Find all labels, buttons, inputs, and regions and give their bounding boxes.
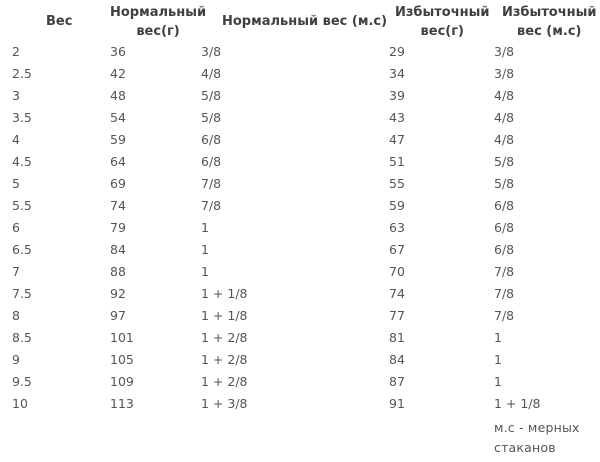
table-row: [0, 85, 600, 107]
weight-cell: 2.5: [12, 66, 32, 81]
weight-cell: 9.5: [12, 374, 32, 389]
normal-grams-cell: 92: [110, 286, 126, 301]
weight-cell: 4.5: [12, 154, 32, 169]
normal-cups-cell: 1: [201, 220, 209, 235]
excess-grams-cell: 55: [389, 176, 405, 191]
normal-cups-cell: 5/8: [201, 88, 222, 103]
weight-cell: 6.5: [12, 242, 32, 257]
header-excess-weight-cups-line1: Избыточный: [502, 5, 597, 20]
excess-cups-cell: 5/8: [494, 176, 515, 191]
excess-grams-cell: 77: [389, 308, 405, 323]
normal-cups-cell: 7/8: [201, 198, 222, 213]
normal-cups-cell: 4/8: [201, 66, 222, 81]
weight-cell: 6: [12, 220, 20, 235]
weight-cell: 3: [12, 88, 20, 103]
weight-cell: 2: [12, 44, 20, 59]
normal-grams-cell: 79: [110, 220, 126, 235]
header-weight: Вес: [46, 14, 73, 29]
weight-cell: 3.5: [12, 110, 32, 125]
normal-cups-cell: 5/8: [201, 110, 222, 125]
excess-grams-cell: 59: [389, 198, 405, 213]
header-excess-weight-cups-line2: вес (м.с): [517, 24, 582, 39]
excess-cups-cell: 7/8: [494, 264, 515, 279]
table-row: [0, 261, 600, 283]
table-row: [0, 393, 600, 415]
weight-cell: 5.5: [12, 198, 32, 213]
header-normal-weight-cups: Нормальный вес (м.с): [222, 14, 388, 29]
excess-cups-cell: 4/8: [494, 110, 515, 125]
excess-grams-cell: 70: [389, 264, 405, 279]
normal-grams-cell: 105: [110, 352, 134, 367]
excess-cups-cell: 6/8: [494, 220, 515, 235]
excess-grams-cell: 63: [389, 220, 405, 235]
weight-cell: 9: [12, 352, 20, 367]
table-row: [0, 173, 600, 195]
normal-cups-cell: 1 + 2/8: [201, 352, 248, 367]
normal-grams-cell: 69: [110, 176, 126, 191]
normal-cups-cell: 1 + 3/8: [201, 396, 248, 411]
header-normal-weight-grams-line1: Нормальный: [110, 5, 207, 20]
excess-cups-cell: 1: [494, 374, 502, 389]
weight-cell: 7: [12, 264, 20, 279]
table-row: [0, 283, 600, 305]
weight-cell: 4: [12, 132, 20, 147]
normal-cups-cell: 6/8: [201, 154, 222, 169]
excess-cups-cell: 6/8: [494, 242, 515, 257]
table-row: [0, 195, 600, 217]
normal-grams-cell: 109: [110, 374, 134, 389]
table-row: [0, 327, 600, 349]
normal-cups-cell: 7/8: [201, 176, 222, 191]
excess-grams-cell: 47: [389, 132, 405, 147]
excess-grams-cell: 43: [389, 110, 405, 125]
header-normal-weight-grams: [110, 3, 206, 41]
normal-cups-cell: 1 + 2/8: [201, 374, 248, 389]
table-row: [0, 129, 600, 151]
weight-cell: 7.5: [12, 286, 32, 301]
table-row: [0, 305, 600, 327]
footnote: м.с - мерных стаканов: [494, 420, 580, 455]
weight-cell: 5: [12, 176, 20, 191]
excess-grams-cell: 29: [389, 44, 405, 59]
table-row: [0, 151, 600, 173]
excess-cups-cell: 4/8: [494, 132, 515, 147]
excess-cups-cell: 4/8: [494, 88, 515, 103]
normal-cups-cell: 1: [201, 242, 209, 257]
table-row: [0, 217, 600, 239]
normal-grams-cell: 54: [110, 110, 126, 125]
normal-grams-cell: 36: [110, 44, 126, 59]
excess-grams-cell: 34: [389, 66, 405, 81]
normal-grams-cell: 64: [110, 154, 126, 169]
normal-cups-cell: 1 + 1/8: [201, 308, 248, 323]
normal-cups-cell: 1: [201, 264, 209, 279]
header-excess-weight-grams: [395, 3, 490, 41]
excess-cups-cell: 3/8: [494, 66, 515, 81]
weight-cell: 10: [12, 396, 28, 411]
excess-cups-cell: 1: [494, 352, 502, 367]
excess-cups-cell: 1 + 1/8: [494, 396, 541, 411]
header-excess-weight-cups: [502, 3, 597, 41]
normal-grams-cell: 48: [110, 88, 126, 103]
normal-cups-cell: 6/8: [201, 132, 222, 147]
normal-grams-cell: 42: [110, 66, 126, 81]
weight-cell: 8: [12, 308, 20, 323]
table-row: [0, 239, 600, 261]
table-body: [0, 41, 600, 415]
excess-grams-cell: 91: [389, 396, 405, 411]
excess-cups-cell: 1: [494, 330, 502, 345]
table-row: [0, 371, 600, 393]
normal-grams-cell: 97: [110, 308, 126, 323]
header-excess-weight-grams-line2: вес(г): [420, 24, 464, 39]
header-normal-weight-grams-line2: вес(г): [136, 24, 180, 39]
excess-cups-cell: 7/8: [494, 286, 515, 301]
normal-grams-cell: 88: [110, 264, 126, 279]
excess-grams-cell: 84: [389, 352, 405, 367]
normal-cups-cell: 1 + 1/8: [201, 286, 248, 301]
normal-grams-cell: 84: [110, 242, 126, 257]
excess-grams-cell: 74: [389, 286, 405, 301]
table-row: [0, 107, 600, 129]
table-row: [0, 63, 600, 85]
excess-grams-cell: 51: [389, 154, 405, 169]
normal-grams-cell: 101: [110, 330, 134, 345]
excess-grams-cell: 87: [389, 374, 405, 389]
excess-grams-cell: 81: [389, 330, 405, 345]
normal-cups-cell: 1 + 2/8: [201, 330, 248, 345]
weight-cell: 8.5: [12, 330, 32, 345]
excess-cups-cell: 3/8: [494, 44, 515, 59]
excess-grams-cell: 67: [389, 242, 405, 257]
excess-grams-cell: 39: [389, 88, 405, 103]
excess-cups-cell: 7/8: [494, 308, 515, 323]
table-row: [0, 349, 600, 371]
header-excess-weight-grams-line1: Избыточный: [395, 5, 490, 20]
normal-grams-cell: 113: [110, 396, 134, 411]
excess-cups-cell: 5/8: [494, 154, 515, 169]
normal-grams-cell: 59: [110, 132, 126, 147]
normal-cups-cell: 3/8: [201, 44, 222, 59]
excess-cups-cell: 6/8: [494, 198, 515, 213]
normal-grams-cell: 74: [110, 198, 126, 213]
table-row: [0, 41, 600, 63]
